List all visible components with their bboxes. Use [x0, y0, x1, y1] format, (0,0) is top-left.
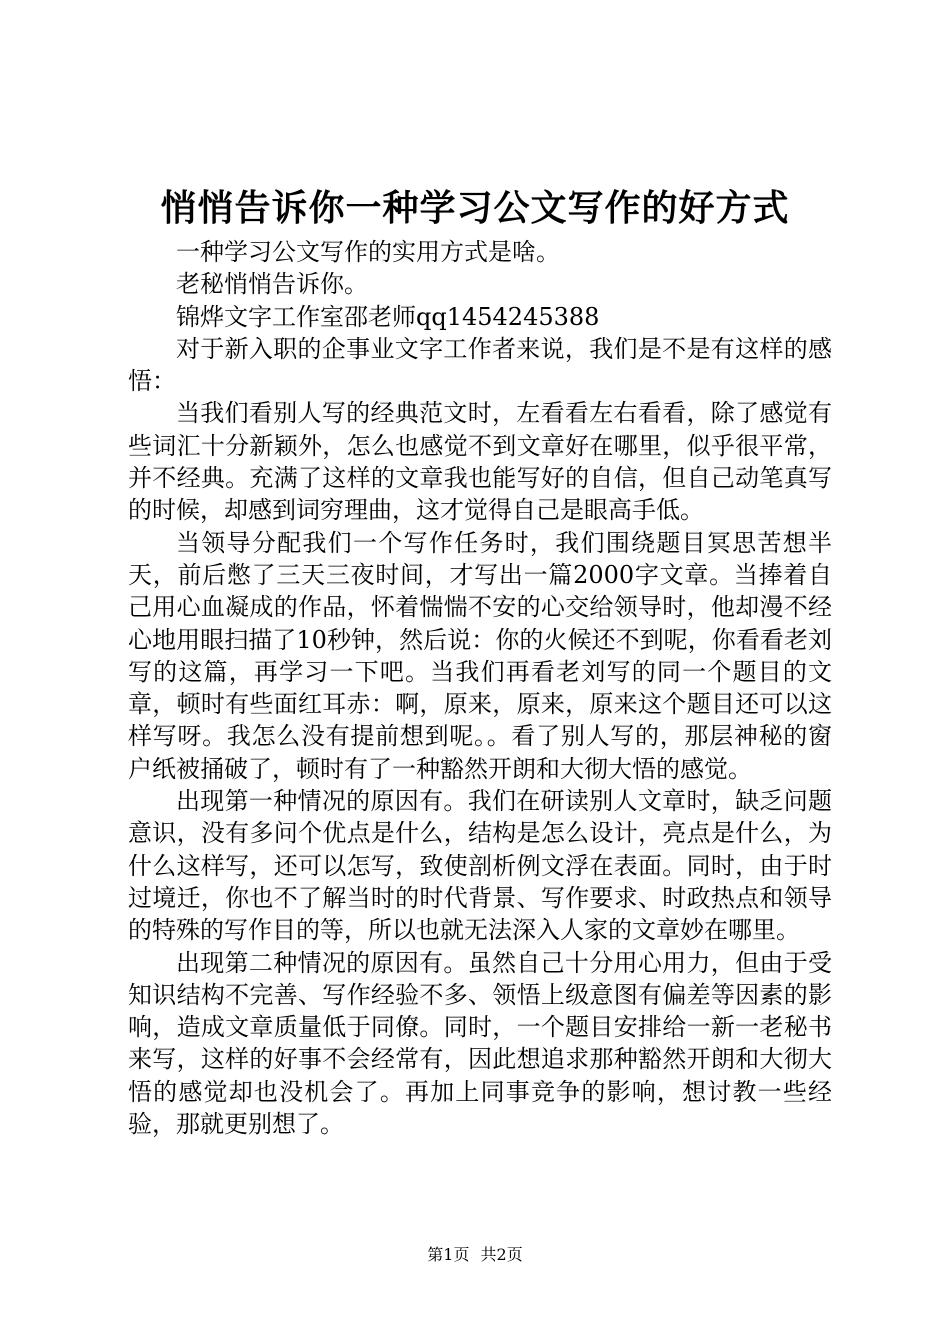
paragraph-intro: 一种学习公文写作的实用方式是啥。: [176, 238, 560, 266]
paragraph-writing-task: 当领导分配我们一个写作任务时，我们围绕题目冥思苦想半天，前后憋了三天三夜时间，才写出一篇2000字文章。当捧着自己用心血凝成的作品，怀着惴惴不安的心交给领导时，他却漫不经心地用眼扫描了10秒钟，然后说：你的火候还不到呢，你看看老刘写的这篇，再学习一下吧。当我们再看老刘写的同一个题目的文章，顿时有些面红耳赤：啊，原来，原来，原来这个题目还可以这样写呀。我怎么没有提前想到呢。。看了别人写的，那层神秘的窗户纸被捅破了，顿时有了一种豁然开朗和大彻大悟的感觉。: [128, 528, 832, 783]
paragraph-reading-models: 当我们看别人写的经典范文时，左看看左右看看，除了感觉有些词汇十分新颖外，怎么也感觉不到文章好在哪里，似乎很平常，并不经典。充满了这样的文章我也能写好的自信，但自己动笔真写的时候，却感到词穷理曲，这才觉得自己是眼高手低。: [128, 399, 832, 525]
page-total: 共2页: [480, 1245, 523, 1264]
page-footer: [0, 1244, 950, 1266]
paragraph-reason-one: 出现第一种情况的原因有。我们在研读别人文章时，缺乏问题意识，没有多问个优点是什么，结构是怎么设计，亮点是什么，为什么这样写，还可以怎写，致使剖析例文浮在表面。同时，由于时过境迁，你也不了解当时的时代背景、写作要求、时政热点和领导的特殊的写作目的等，所以也就无法深入人家的文章妙在哪里。: [128, 787, 832, 945]
paragraph-teaser: 老秘悄悄告诉你。: [176, 270, 368, 299]
paragraph-reason-two: 出现第二种情况的原因有。虽然自己十分用心用力，但由于受知识结构不完善、写作经验不多、领悟上级意图有偏差等因素的影响，造成文章质量低于同僚。同时，一个题目安排给一新一老秘书来写，这样的好事不会经常有，因此想追求那种豁然开朗和大彻大悟的感觉却也没机会了。再加上同事竞争的影响，想讨教一些经验，那就更别想了。: [128, 948, 832, 1139]
paragraph-question: 对于新入职的企事业文字工作者来说，我们是不是有这样的感悟：: [128, 334, 832, 396]
paragraph-contact: 锦烨文字工作室邵老师qq1454245388: [176, 302, 600, 331]
document-body: [128, 236, 832, 1140]
page-number: 第1页: [427, 1245, 470, 1264]
document-title: 悄悄告诉你一种学习公文写作的好方式: [160, 187, 790, 229]
